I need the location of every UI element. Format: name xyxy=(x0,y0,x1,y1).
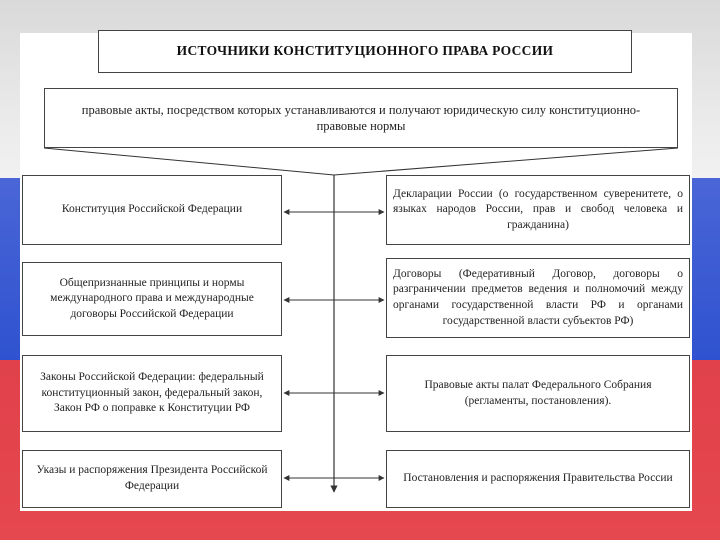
diagram-title: ИСТОЧНИКИ КОНСТИТУЦИОННОГО ПРАВА РОССИИ xyxy=(98,30,632,73)
right-box-declarations: Декларации России (о государственном суверенитете, о языках народов России, прав и свобод человека и гражданина) xyxy=(386,175,690,245)
right-box-government-resolutions: Постановления и распоряжения Правительства России xyxy=(386,450,690,508)
right-box-assembly-acts: Правовые акты палат Федерального Собрания (регламенты, постановления). xyxy=(386,355,690,432)
funnel-right-line xyxy=(334,148,678,175)
funnel-left-line xyxy=(44,148,334,175)
definition-box: правовые акты, посредством которых устанавливаются и получают юридическую силу конституционно-правовые нормы xyxy=(44,88,678,148)
left-box-constitution: Конституция Российской Федерации xyxy=(22,175,282,245)
right-box-treaties: Договоры (Федеративный Договор, договоры о разграничении предметов ведения и полномочий между органами государственной власти РФ и органами государственной власти субъектов РФ) xyxy=(386,258,690,338)
left-box-presidential-decrees: Указы и распоряжения Президента Российской Федерации xyxy=(22,450,282,508)
left-box-federal-laws: Законы Российской Федерации: федеральный конституционный закон, федеральный закон, Закон РФ о поправке к Конституции РФ xyxy=(22,355,282,432)
left-box-international-law: Общепризнанные принципы и нормы международного права и международные договоры Российской Федерации xyxy=(22,262,282,336)
